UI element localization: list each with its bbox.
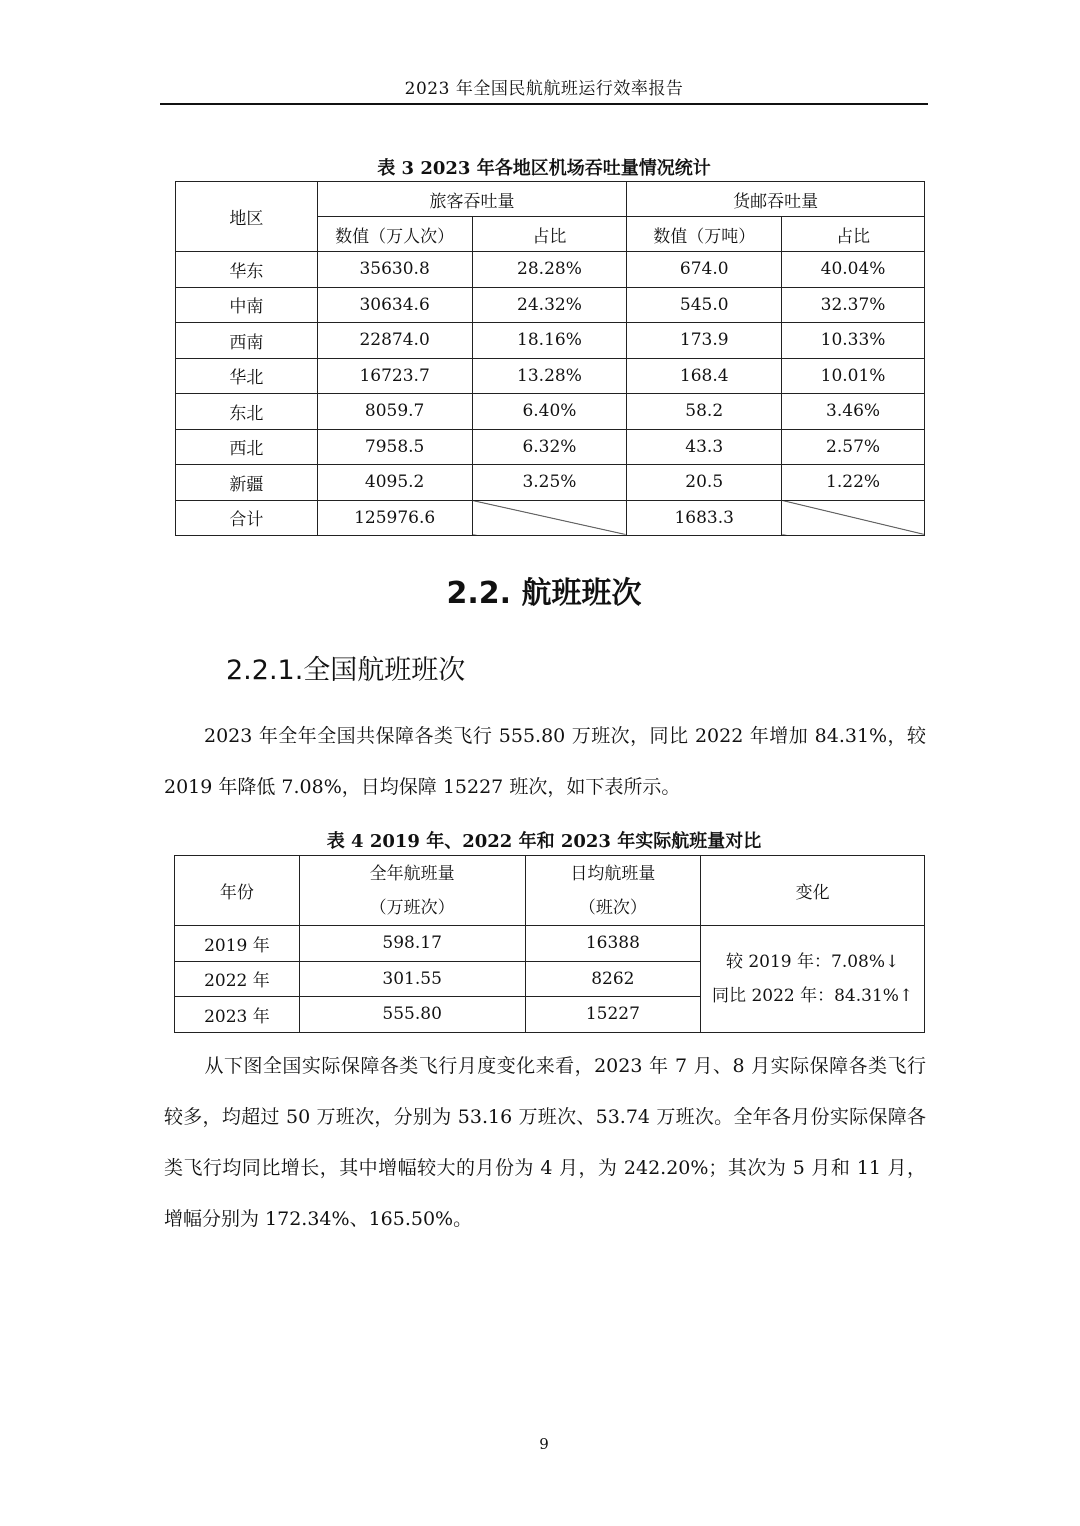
row-cargo: 20.5 — [627, 465, 782, 501]
total-row — [176, 500, 925, 536]
row-cargo-share: 1.22% — [782, 465, 925, 501]
header-rule — [160, 103, 928, 105]
header-cargo-value: 数值（万吨） — [627, 217, 782, 252]
row-cargo: 173.9 — [627, 323, 782, 359]
row-passenger: 30634.6 — [317, 287, 472, 323]
header-passenger-share: 占比 — [472, 217, 627, 252]
row-passenger: 7958.5 — [317, 429, 472, 465]
row-annual: 598.17 — [299, 926, 525, 962]
header-cargo: 货邮吞吐量 — [627, 182, 925, 217]
table-row — [176, 465, 925, 501]
header-cargo-share: 占比 — [782, 217, 925, 252]
row-passenger-share: 6.32% — [472, 429, 627, 465]
header-passenger-value: 数值（万人次） — [317, 217, 472, 252]
change-line1: 较 2019 年：7.08%↓ — [725, 951, 900, 972]
paragraph-1-text: 2023 年全年全国共保障各类飞行 555.80 万班次，同比 2022 年增加 84.31%，较 2019 年降低 7.08%，日均保障 15227 班次，如下表所示。 — [164, 725, 926, 798]
row-region: 华北 — [176, 358, 318, 394]
row-passenger-share: 3.25% — [472, 465, 627, 501]
header-change: 变化 — [701, 856, 925, 926]
row-cargo: 58.2 — [627, 394, 782, 430]
table-row — [176, 323, 925, 359]
paragraph-2-text: 从下图全国实际保障各类飞行月度变化来看，2023 年 7 月、8 月实际保障各类飞行较多，均超过 50 万班次，分别为 53.16 万班次、53.74 万班次。全年各月份实际保障各类飞行均同比增长，其中增幅较大的月份为 4 月，为 242.20%；其次为 5 月和 11 月，增幅分别为 172.34%、165.50%。 — [164, 1055, 926, 1230]
row-passenger: 8059.7 — [317, 394, 472, 430]
table-row — [176, 429, 925, 465]
table-row — [176, 394, 925, 430]
paragraph-1 — [164, 711, 926, 813]
row-cargo: 674.0 — [627, 252, 782, 288]
row-passenger-share: 13.28% — [472, 358, 627, 394]
row-cargo: 168.4 — [627, 358, 782, 394]
table-row — [176, 358, 925, 394]
total-cargo: 1683.3 — [627, 500, 782, 536]
header-annual-line1: 全年航班量 — [369, 863, 455, 884]
table-row — [176, 287, 925, 323]
table3 — [175, 181, 925, 536]
diagonal-empty-cell — [472, 500, 627, 536]
row-cargo-share: 10.01% — [782, 358, 925, 394]
row-cargo: 545.0 — [627, 287, 782, 323]
row-annual: 555.80 — [299, 997, 525, 1033]
row-passenger-share: 18.16% — [472, 323, 627, 359]
row-cargo-share: 3.46% — [782, 394, 925, 430]
table-row — [175, 926, 925, 962]
row-passenger-share: 6.40% — [472, 394, 627, 430]
row-year: 2023 年 — [175, 997, 300, 1033]
row-cargo-share: 2.57% — [782, 429, 925, 465]
header-annual-line2: （万班次） — [369, 897, 455, 918]
row-passenger-share: 24.32% — [472, 287, 627, 323]
subsection-heading: 2.2.1.全国航班班次 — [226, 655, 466, 686]
header-daily-line2: （班次） — [578, 897, 647, 918]
table4 — [174, 855, 925, 1033]
section-heading: 2.2. 航班班次 — [446, 576, 642, 611]
row-passenger: 35630.8 — [317, 252, 472, 288]
header-annual — [299, 856, 525, 926]
running-header: 2023 年全国民航航班运行效率报告 — [404, 79, 684, 99]
row-daily: 16388 — [525, 926, 701, 962]
row-region: 中南 — [176, 287, 318, 323]
change-line2: 同比 2022 年：84.31%↑ — [712, 985, 914, 1006]
row-region: 西南 — [176, 323, 318, 359]
row-passenger: 16723.7 — [317, 358, 472, 394]
header-region: 地区 — [176, 182, 318, 252]
header-daily-line1: 日均航班量 — [570, 863, 656, 884]
total-label: 合计 — [176, 500, 318, 536]
row-year: 2022 年 — [175, 961, 300, 997]
row-region: 新疆 — [176, 465, 318, 501]
row-passenger-share: 28.28% — [472, 252, 627, 288]
row-cargo-share: 32.37% — [782, 287, 925, 323]
header-year: 年份 — [175, 856, 300, 926]
row-passenger: 22874.0 — [317, 323, 472, 359]
change-cell — [701, 926, 925, 1033]
header-daily — [525, 856, 701, 926]
row-cargo: 43.3 — [627, 429, 782, 465]
row-region: 西北 — [176, 429, 318, 465]
row-region: 东北 — [176, 394, 318, 430]
diagonal-empty-cell — [782, 500, 925, 536]
header-passenger: 旅客吞吐量 — [317, 182, 627, 217]
row-daily: 8262 — [525, 961, 701, 997]
row-year: 2019 年 — [175, 926, 300, 962]
row-annual: 301.55 — [299, 961, 525, 997]
row-daily: 15227 — [525, 997, 701, 1033]
paragraph-2 — [164, 1041, 926, 1245]
row-cargo-share: 10.33% — [782, 323, 925, 359]
table3-caption: 表 3 2023 年各地区机场吞吐量情况统计 — [377, 158, 711, 179]
row-cargo-share: 40.04% — [782, 252, 925, 288]
row-region: 华东 — [176, 252, 318, 288]
row-passenger: 4095.2 — [317, 465, 472, 501]
table4-caption: 表 4 2019 年、2022 年和 2023 年实际航班量对比 — [326, 831, 762, 852]
total-passenger: 125976.6 — [317, 500, 472, 536]
table-row — [176, 252, 925, 288]
page-number: 9 — [539, 1435, 549, 1453]
